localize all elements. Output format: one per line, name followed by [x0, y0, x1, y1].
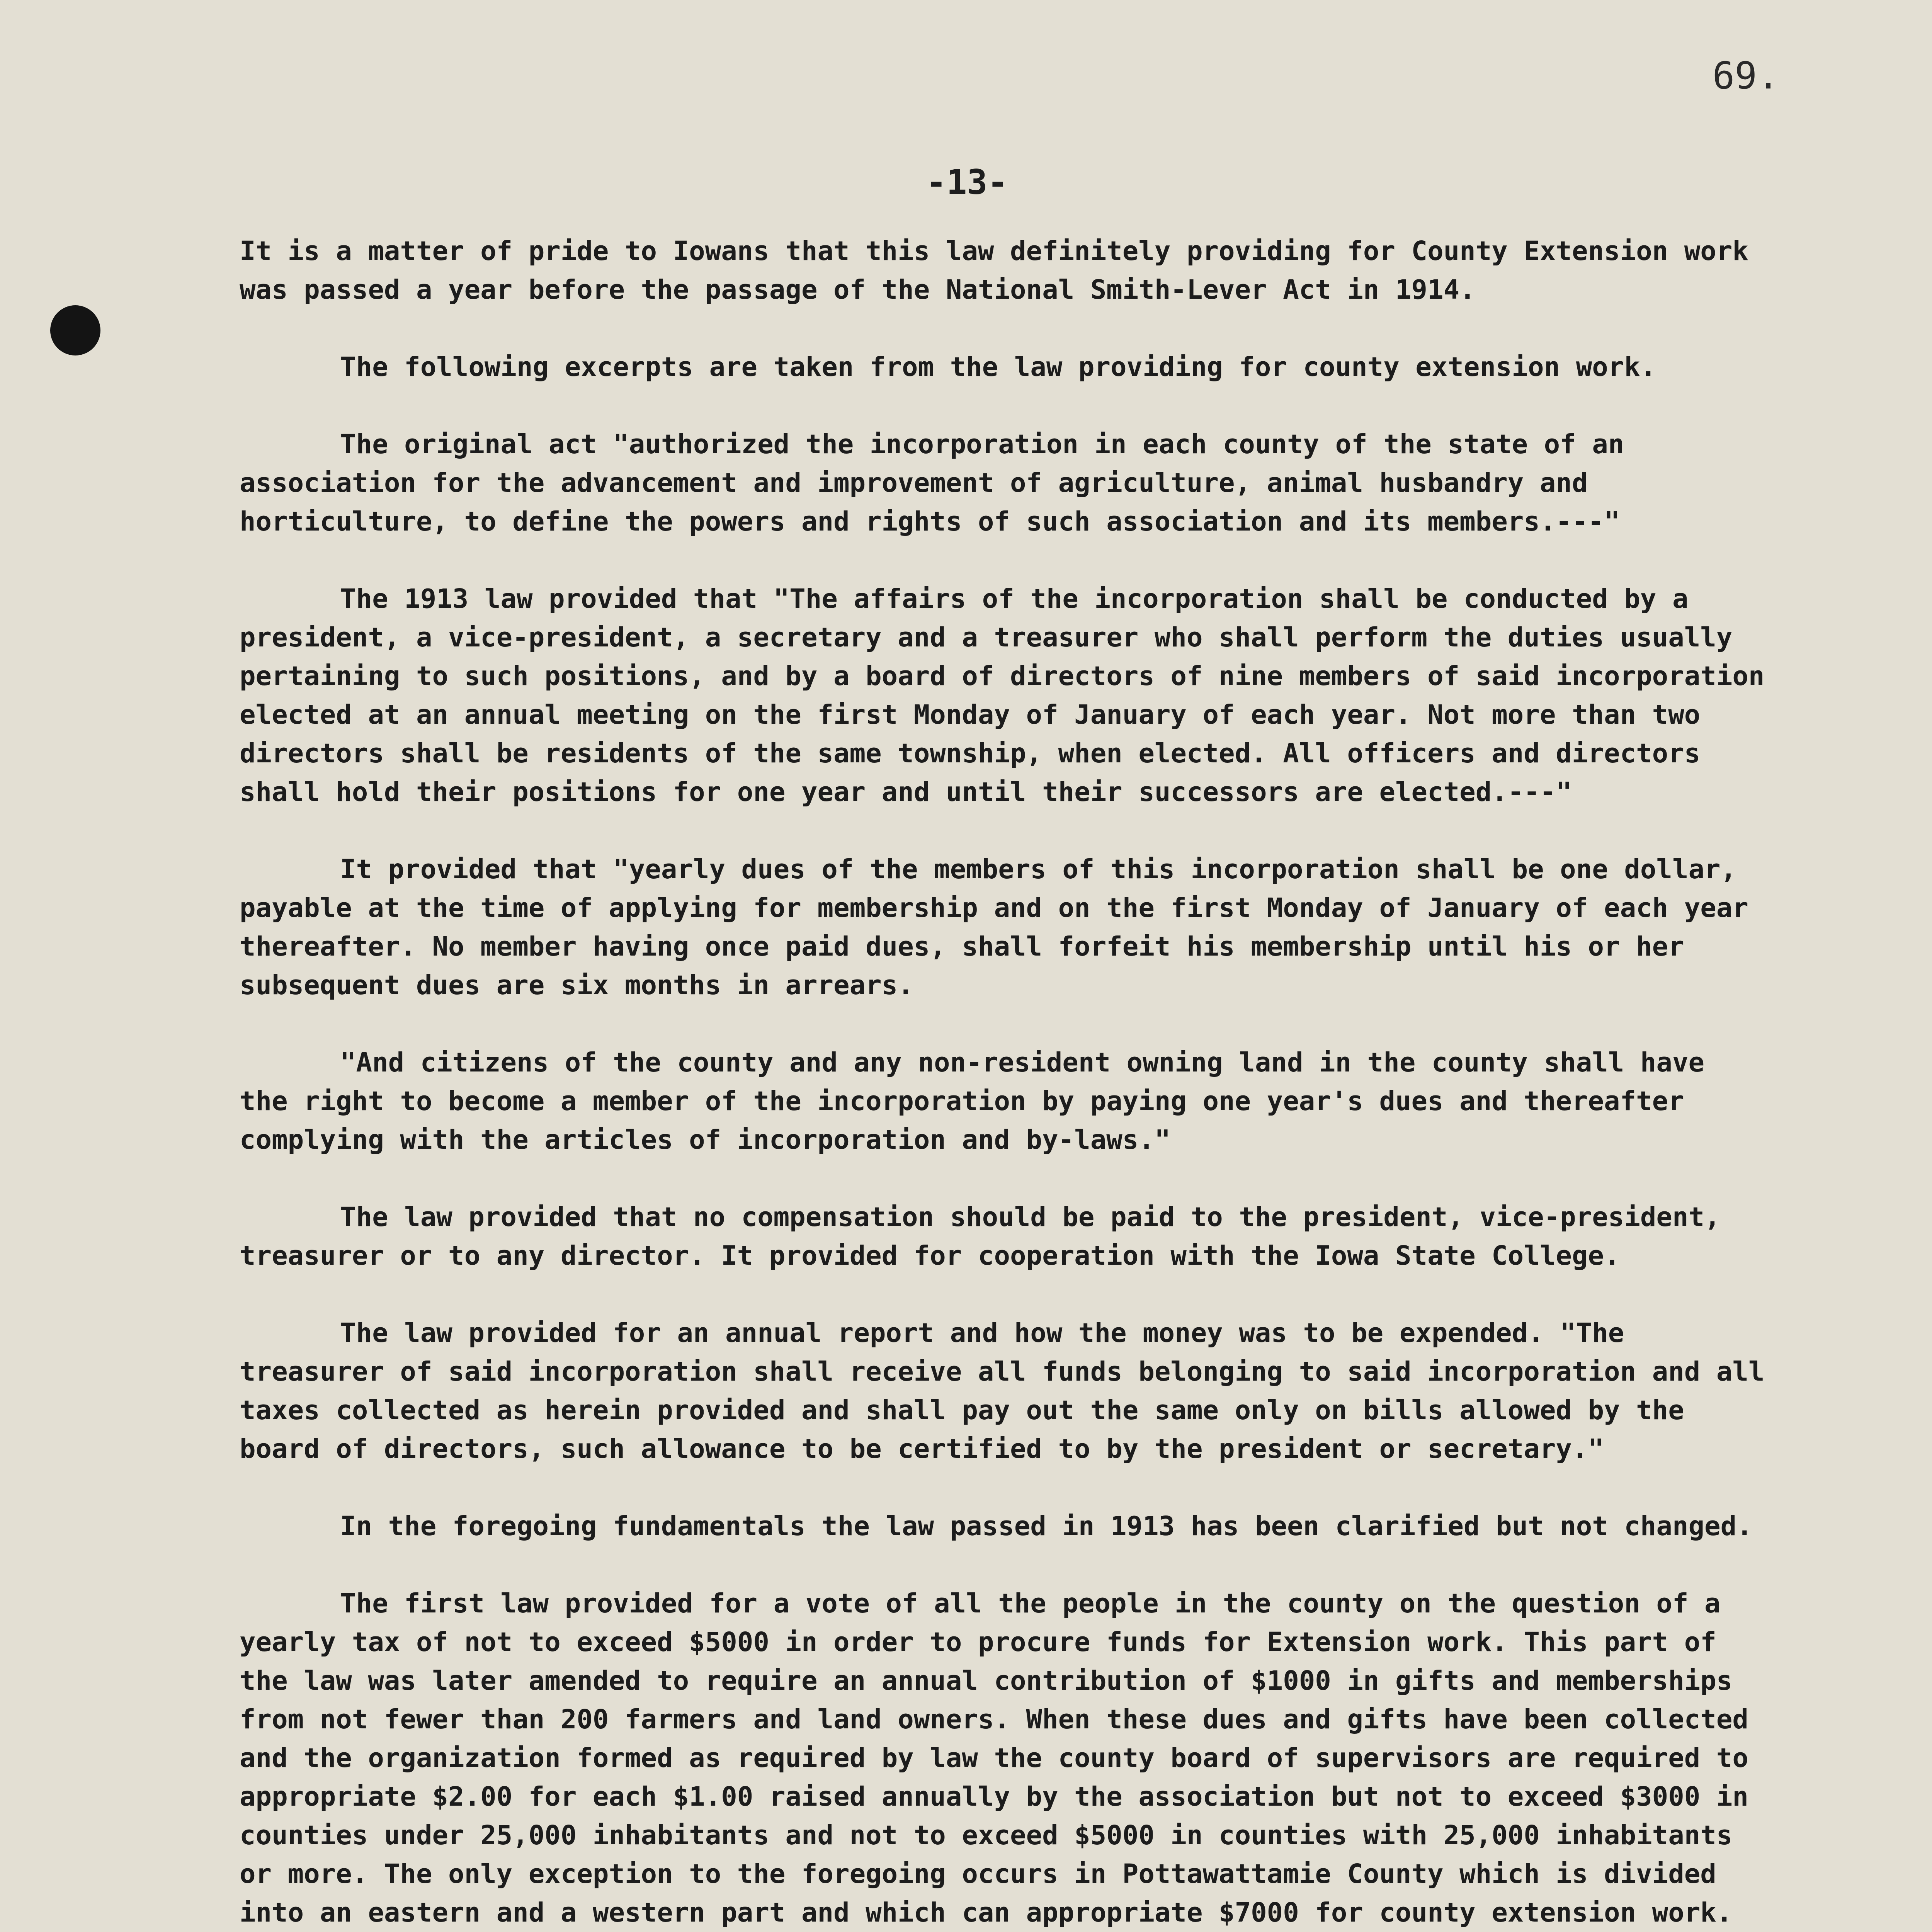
page-number: -13-: [926, 162, 1008, 202]
paragraph: "And citizens of the county and any non-resident owning land in the county shall have the right to become a member of the incorporation by paying one year's dues and thereafter complying with the articles of incorporation and by-laws.": [240, 1047, 1705, 1155]
paragraph: It provided that "yearly dues of the members of this incorporation shall be one dollar, payable at the time of applying for membership and on the first Monday of January of each year thereafter. No member having once paid dues, shall forfeit his membership until his or her subsequent dues are six months in arrears.: [240, 854, 1748, 1001]
paragraph: In the foregoing fundamentals the law passed in 1913 has been clarified but not changed.: [340, 1511, 1753, 1542]
punch-hole: [50, 305, 100, 355]
folio-number: 69.: [1712, 54, 1779, 97]
document-body: [240, 232, 1766, 1932]
paragraph: It is a matter of pride to Iowans that this law definitely providing for County Extension work was passed a year before the passage of the National Smith-Lever Act in 1914.: [240, 236, 1748, 305]
paragraph: The following excerpts are taken from the law providing for county extension work.: [340, 352, 1656, 383]
paragraph: The law provided for an annual report and how the money was to be expended. "The treasurer of said incorporation shall receive all funds belonging to said incorporation and all taxes collected as herein provided and shall pay out the same only on bills allowed by the board of directors, such allowance to be certified to by the president or secretary.": [240, 1318, 1765, 1464]
paragraph: The 1913 law provided that "The affairs of the incorporation shall be conducted by a president, a vice-president, a secretary and a treasurer who shall perform the duties usually pertaining to such positions, and by a board of directors of nine members of said incorporation elected at an annual meeting on the first Monday of January of each year. Not more than two directors shall be residents of the same township, when elected. All officers and directors shall hold their positions for one year and until their successors are elected.---": [240, 583, 1765, 808]
paragraph: The first law provided for a vote of all the people in the county on the question of a yearly tax of not to exceed $5000 in order to procure funds for Extension work. This part of the law was later amended to require an annual contribution of $1000 in gifts and memberships from not fewer than 200 farmers and land owners. When these dues and gifts have been collected and the organization formed as required by law the county board of supervisors are required to appropriate $2.00 for each $1.00 raised annually by the association but not to exceed $3000 in counties under 25,000 inhabitants and not to exceed $5000 in counties with 25,000 inhabitants or more. The only exception to the foregoing occurs in Pottawattamie County which is divided into an eastern and a western part and which can appropriate $7000 for county extension work.: [240, 1588, 1748, 1928]
paragraph: The law provided that no compensation should be paid to the president, vice-president, treasurer or to any director. It provided for cooperation with the Iowa State College.: [240, 1202, 1721, 1271]
paragraph: The original act "authorized the incorporation in each county of the state of an association for the advancement and improvement of agriculture, animal husbandry and horticulture, to define the powers and rights of such association and its members.---": [240, 429, 1624, 537]
